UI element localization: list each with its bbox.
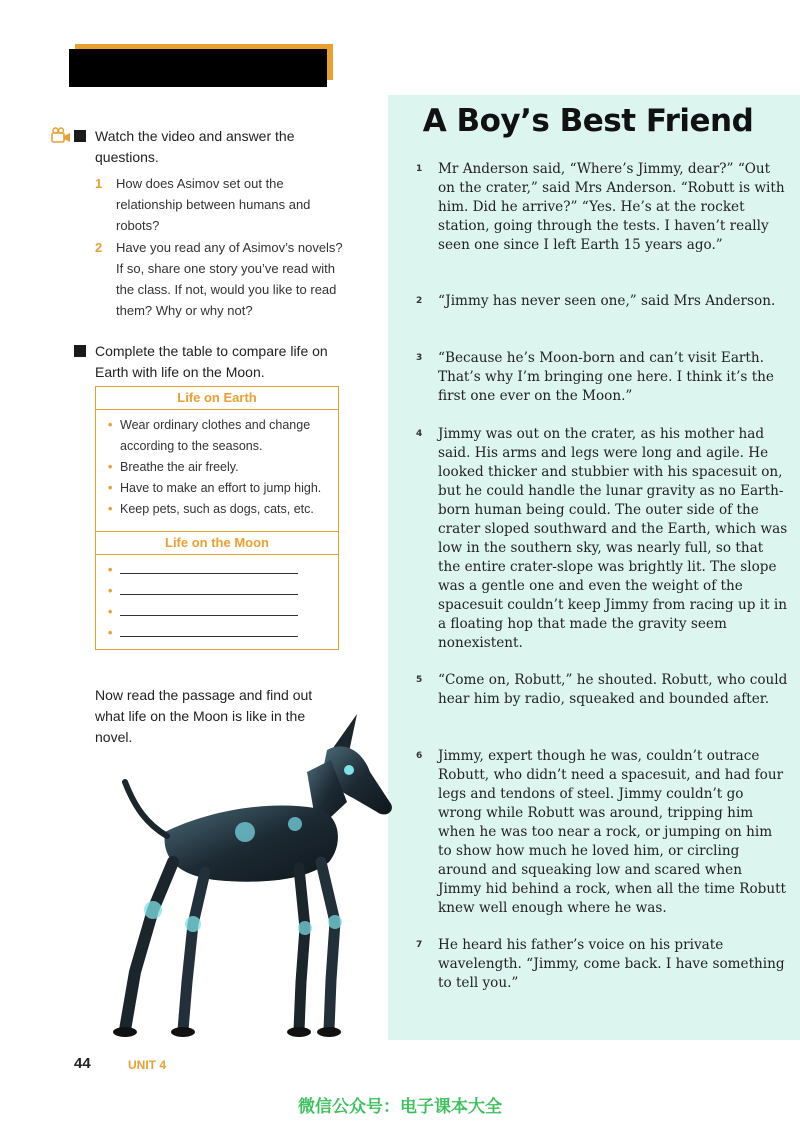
story-paragraph: Mr Anderson said, “Where’s Jimmy, dear?” “Out on the crater,” said Mrs Anderson. “Robutt is with him. Did he arrive?” “Yes. He’s at the rocket station, going through the tests. I haven’t really seen one since I left Earth 15 years ago.” <box>438 161 785 253</box>
table-heading-moon: Life on the Moon <box>96 532 338 555</box>
moon-list <box>96 555 338 644</box>
question-number: 1 <box>95 176 103 191</box>
question-text: How does Asimov set out the relationship between humans and robots? <box>116 176 311 233</box>
paragraph-number: 1 <box>416 164 423 174</box>
list-item: • Keep pets, such as dogs, cats, etc. <box>108 499 330 520</box>
moon-section <box>96 531 338 644</box>
task-marker-icon <box>74 130 86 142</box>
earth-list <box>96 410 338 520</box>
list-item: • Breathe the air freely. <box>108 457 330 478</box>
blank-line[interactable] <box>108 560 330 581</box>
paragraph-number: 2 <box>416 296 423 306</box>
blank-line[interactable] <box>108 623 330 644</box>
paragraph-number: 6 <box>416 751 423 761</box>
paragraph-number: 4 <box>416 429 423 439</box>
comparison-table <box>95 386 339 650</box>
unit-label: UNIT 4 <box>128 1058 167 1072</box>
question-number: 2 <box>95 240 103 255</box>
task1-instruction: Watch the video and answer the questions. <box>95 128 295 165</box>
question-item <box>95 173 345 236</box>
footer-watermark: 微信公众号：电子课本大全 <box>298 1097 502 1117</box>
page-number: 44 <box>74 1055 91 1072</box>
blank-line[interactable] <box>108 581 330 602</box>
table-heading-earth: Life on Earth <box>96 387 338 410</box>
story-paragraph: Jimmy was out on the crater, as his mother had said. His arms and legs were long and agile. He looked thicker and stubbier with his spacesuit on, but he could handle the lunar gravity as no Earth-born human being could. The outer side of the crater sloped southward and the Earth, which was low in the southern sky, was nearly full, so that the entire crater-slope was brightly lit. The slope was a gentle one and even the weight of the spacesuit couldn’t keep Jimmy from racing up it in a floating hop that made the gravity seem nonexistent. <box>438 426 788 651</box>
question-text: Have you read any of Asimov’s novels? If so, share one story you’ve read with the class. If not, would you like to read them? Why or why not? <box>116 240 343 318</box>
story-paragraph: “Jimmy has never seen one,” said Mrs Anderson. <box>438 293 776 309</box>
story-title: A Boy’s Best Friend <box>422 103 754 139</box>
read-instruction: Now read the passage and find out what life on the Moon is like in the novel. <box>95 687 313 745</box>
list-item: • Have to make an effort to jump high. <box>108 478 330 499</box>
blank-line[interactable] <box>108 602 330 623</box>
video-camera-icon <box>51 127 71 145</box>
story-paragraph: “Come on, Robutt,” he shouted. Robutt, who could hear him by radio, squeaked and bounded after. <box>438 672 788 707</box>
paragraph-number: 7 <box>416 940 423 950</box>
story-paragraph: He heard his father’s voice on his private wavelength. “Jimmy, come back. I have something to tell you.” <box>438 937 785 991</box>
task2-instruction: Complete the table to compare life on Earth with life on the Moon. <box>95 343 328 380</box>
story-paragraph: “Because he’s Moon-born and can’t visit Earth. That’s why I’m bringing one here. I think it’s the first one ever on the Moon.” <box>438 350 774 404</box>
paragraph-number: 3 <box>416 353 423 363</box>
question-item <box>95 237 345 321</box>
paragraph-number: 5 <box>416 675 423 685</box>
header-bar <box>69 49 327 87</box>
task-marker-icon <box>74 345 86 357</box>
story-paragraph: Jimmy, expert though he was, couldn’t outrace Robutt, who didn’t need a spacesuit, and had four legs and tendons of steel. Jimmy couldn’t go wrong while Robutt was around, tripping him when he was too near a rock, or jumping on him to show how much he loved him, or circling around and squeaking low and scared when Jimmy hid behind a rock, when all the time Robutt knew well enough where he was. <box>438 748 787 916</box>
list-item: • Wear ordinary clothes and change according to the seasons. <box>108 415 330 457</box>
robot-dog-illustration <box>95 712 425 1042</box>
